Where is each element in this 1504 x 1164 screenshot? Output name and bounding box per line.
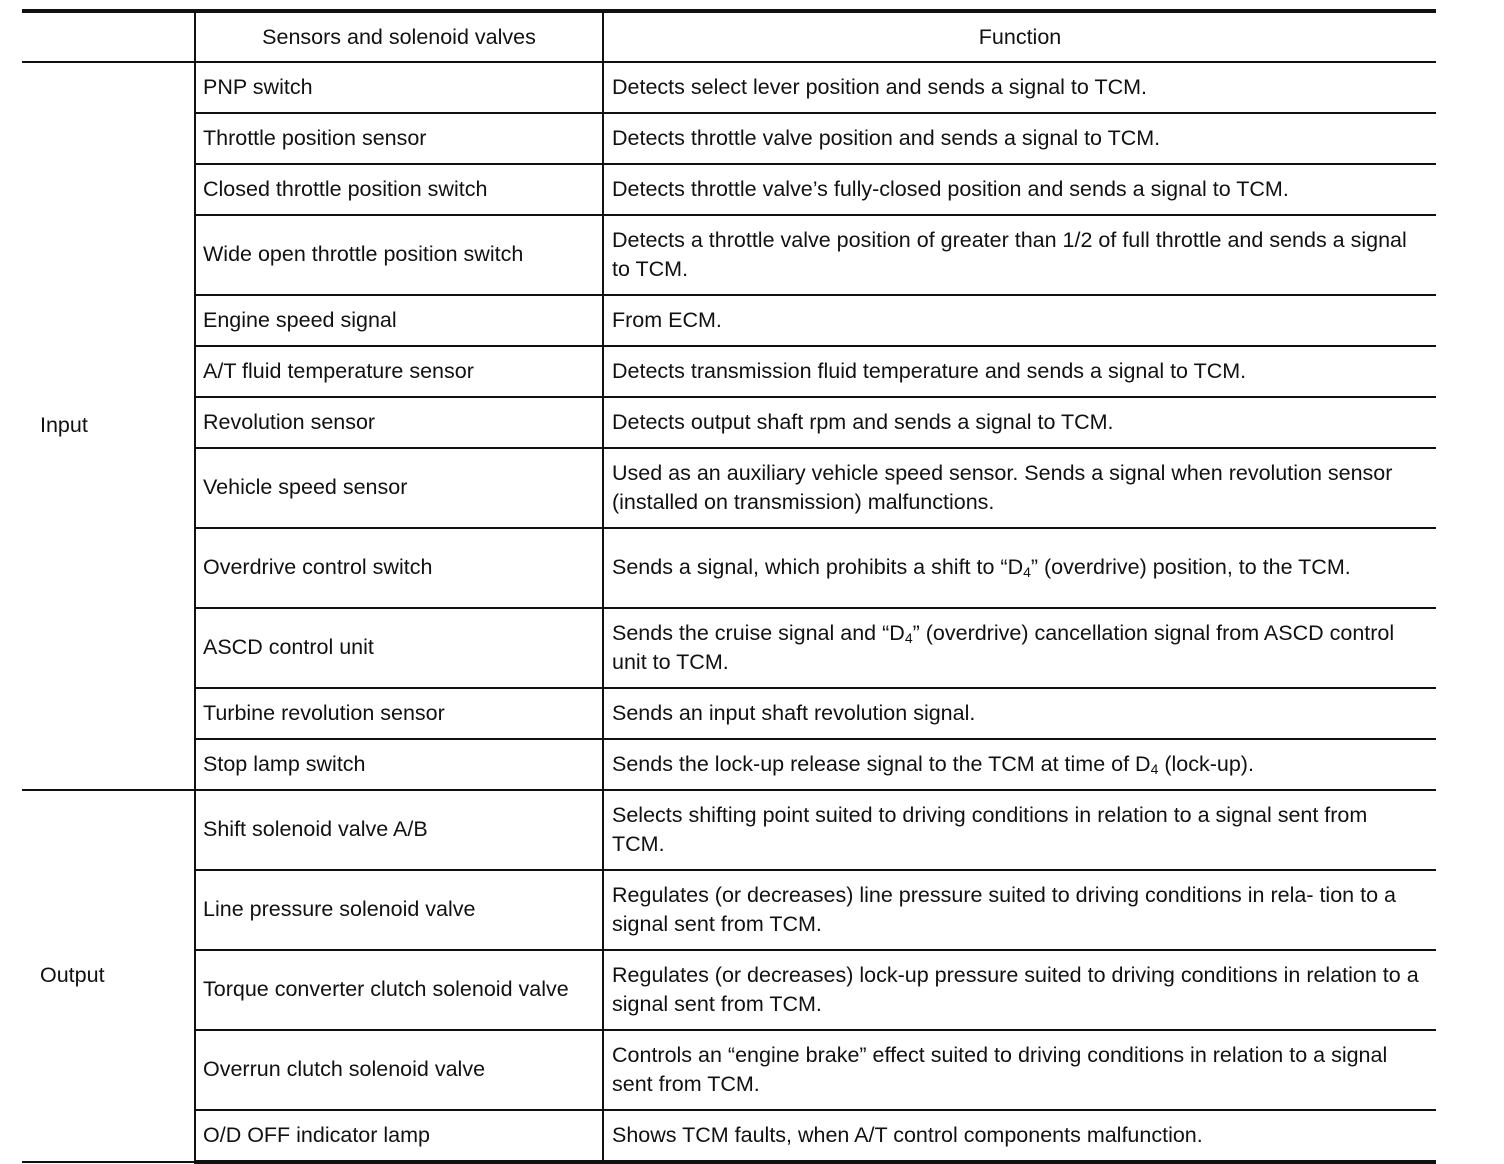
table-row — [22, 448, 1436, 528]
valve-function: Controls an “engine brake” effect suited to driving conditions in relation to a signal sent from TCM. — [603, 1030, 1436, 1110]
sensor-name: Engine speed signal — [195, 295, 603, 346]
sensor-name: PNP switch — [195, 62, 603, 113]
valve-function: Regulates (or decreases) line pressure suited to driving conditions in rela- tion to a signal sent from TCM. — [603, 870, 1436, 950]
table-row — [22, 1110, 1436, 1162]
table-row — [22, 113, 1436, 164]
sensor-function: Detects a throttle valve position of greater than 1/2 of full throttle and sends a signal to TCM. — [603, 215, 1436, 295]
header-sensors-and-valves: Sensors and solenoid valves — [195, 11, 603, 62]
sensor-function-table — [22, 9, 1436, 1164]
sensor-function — [603, 528, 1436, 608]
group-label-input: Input — [22, 62, 195, 790]
sensor-name: Wide open throttle position switch — [195, 215, 603, 295]
sensor-function-table-container — [22, 9, 1436, 1164]
table-row — [22, 608, 1436, 688]
sensor-function: Used as an auxiliary vehicle speed sensor. Sends a signal when revolution sensor (installed on transmission) malfunctions. — [603, 448, 1436, 528]
function-text: Sends a signal, which prohibits a shift to “D — [612, 555, 1024, 579]
valve-name: Torque converter clutch solenoid valve — [195, 950, 603, 1030]
sensor-function — [603, 739, 1436, 790]
sensor-name: Closed throttle position switch — [195, 164, 603, 215]
sensor-name: A/T fluid temperature sensor — [195, 346, 603, 397]
subscript: 4 — [904, 629, 913, 646]
function-text: Sends the cruise signal and “D — [612, 620, 905, 645]
valve-function: Shows TCM faults, when A/T control components malfunction. — [603, 1110, 1436, 1162]
sensor-name: Overdrive control switch — [195, 528, 603, 608]
sensor-function: From ECM. — [603, 295, 1436, 346]
sensor-name: Vehicle speed sensor — [195, 448, 603, 528]
sensor-name: Turbine revolution sensor — [195, 688, 603, 739]
valve-name: O/D OFF indicator lamp — [195, 1110, 603, 1162]
table-row — [22, 688, 1436, 739]
table-row — [22, 1030, 1436, 1110]
table-header-row — [22, 11, 1436, 62]
sensor-name: Throttle position sensor — [195, 113, 603, 164]
sensor-function: Detects output shaft rpm and sends a signal to TCM. — [603, 397, 1436, 448]
table-row — [22, 790, 1436, 870]
sensor-name: Stop lamp switch — [195, 739, 603, 790]
function-text: ” (overdrive) cancellation signal from ASCD control unit to TCM. — [612, 620, 1395, 674]
header-group-cell — [22, 11, 195, 62]
table-row — [22, 295, 1436, 346]
sensor-function — [603, 608, 1436, 688]
table-row — [22, 62, 1436, 113]
valve-function: Selects shifting point suited to driving conditions in relation to a signal sent from TCM. — [603, 790, 1436, 870]
function-text: ” (overdrive) position, to the TCM. — [1030, 555, 1351, 579]
sensor-function: Detects transmission fluid temperature and sends a signal to TCM. — [603, 346, 1436, 397]
valve-name: Line pressure solenoid valve — [195, 870, 603, 950]
table-row — [22, 164, 1436, 215]
sensor-function: Detects throttle valve’s fully-closed position and sends a signal to TCM. — [603, 164, 1436, 215]
function-text: Sends the lock-up release signal to the TCM at time of D — [612, 751, 1151, 776]
table-row — [22, 528, 1436, 608]
sensor-function: Detects throttle valve position and sends a signal to TCM. — [603, 113, 1436, 164]
header-function: Function — [603, 11, 1436, 62]
subscript: 4 — [1150, 760, 1159, 777]
valve-name: Shift solenoid valve A/B — [195, 790, 603, 870]
valve-function: Regulates (or decreases) lock-up pressure suited to driving conditions in relation to a signal sent from TCM. — [603, 950, 1436, 1030]
group-label-output: Output — [22, 790, 195, 1162]
table-row — [22, 215, 1436, 295]
table-row — [22, 950, 1436, 1030]
function-text: (lock-up). — [1158, 751, 1254, 776]
sensor-name: Revolution sensor — [195, 397, 603, 448]
sensor-name: ASCD control unit — [195, 608, 603, 688]
subscript: 4 — [1023, 564, 1031, 580]
valve-name: Overrun clutch solenoid valve — [195, 1030, 603, 1110]
table-row — [22, 870, 1436, 950]
sensor-function: Sends an input shaft revolution signal. — [603, 688, 1436, 739]
table-row — [22, 397, 1436, 448]
sensor-function: Detects select lever position and sends a signal to TCM. — [603, 62, 1436, 113]
table-row — [22, 346, 1436, 397]
table-row — [22, 739, 1436, 790]
